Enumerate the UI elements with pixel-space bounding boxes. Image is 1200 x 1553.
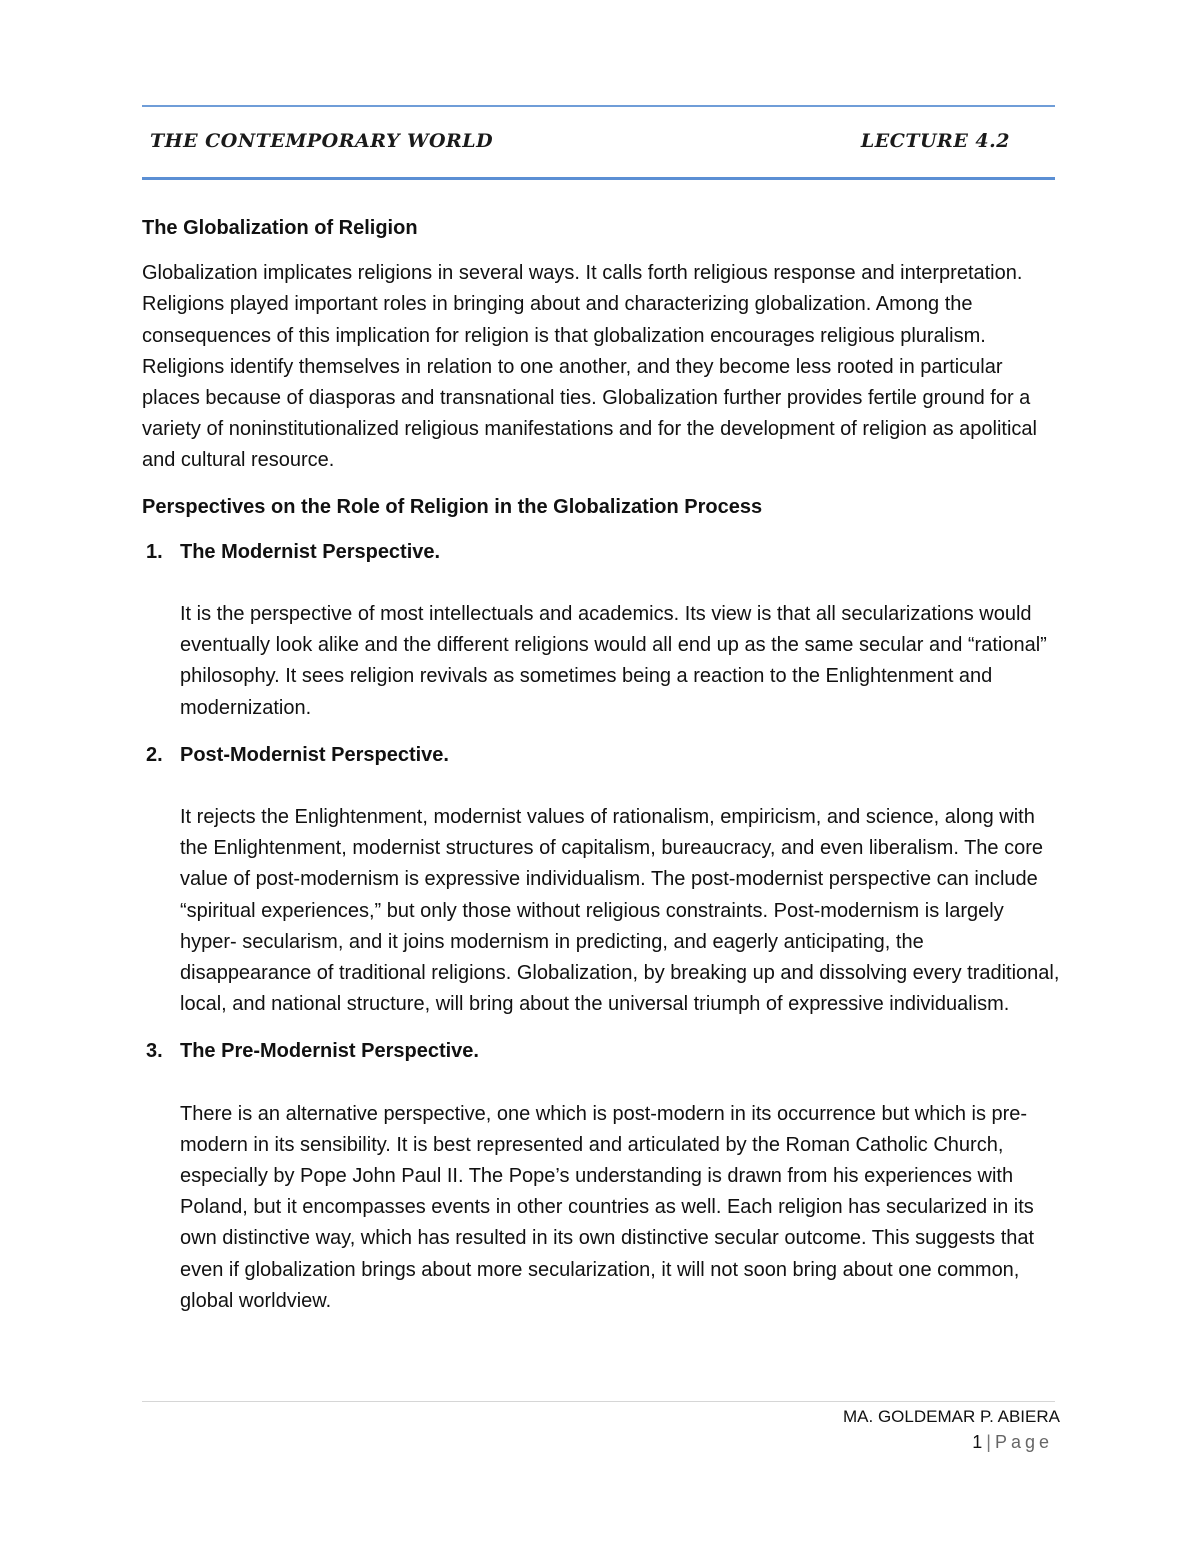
list-item-body: It rejects the Enlightenment, modernist values of rationalism, empiricism, and science, along with the Enlightenment, modernist structures of capitalism, bureaucracy, and even liberalism. The core value of post-modernism is expressive individualism. The post-modernist perspective can include “spiritual experiences,” but only those without religious constraints. Post-modernism is largely hyper- secularism, and it joins modernism in predicting, and eagerly anticipating, the disappearance of traditional religions. Globalization, by breaking up and dissolving every traditional, local, and national structure, will bring about the universal triumph of expressive individualism. xyxy=(180,806,1060,1016)
page-number: 1 xyxy=(972,1432,983,1452)
list-item-body: It is the perspective of most intellectuals and academics. Its view is that all secularizations would eventually look alike and the different religions would all end up as the same secular and “rational” philosophy. It sees religion revivals as sometimes being a reaction to the Enlightenment and modernization. xyxy=(180,603,1047,719)
page-separator: | xyxy=(986,1432,991,1452)
footer-author: MA. GOLDEMAR P. ABIERA xyxy=(843,1407,1060,1426)
perspectives-list xyxy=(142,537,1060,1317)
header-course-title: THE CONTEMPORARY WORLD xyxy=(150,130,494,152)
list-item xyxy=(142,740,1060,1021)
list-item-number: 2. xyxy=(146,743,163,766)
footer-page-indicator xyxy=(972,1432,1053,1453)
list-item-title: Post-Modernist Perspective. xyxy=(180,743,449,766)
header-lecture-number: LECTURE 4.2 xyxy=(860,130,1010,152)
page-label: Page xyxy=(994,1432,1053,1452)
section-title-globalization-of-religion: The Globalization of Religion xyxy=(142,217,418,239)
list-item-number: 1. xyxy=(146,540,163,563)
section-intro-paragraph: Globalization implicates religions in several ways. It calls forth religious response and interpretation. Religions played important roles in bringing about and characterizing globalization. Among the consequences of this implication for religion is that globalization encourages religious pluralism. Religions identify themselves in relation to one another, and they become less rooted in particular places because of diasporas and transnational ties. Globalization further provides fertile ground for a variety of noninstitutionalized religious manifestations and for the development of religion as apolitical and cultural resource. xyxy=(142,262,1037,472)
document-body xyxy=(142,213,1060,1317)
list-item-title: The Pre-Modernist Perspective. xyxy=(180,1040,479,1063)
header-bottom-rule xyxy=(142,177,1055,180)
section-title-perspectives: Perspectives on the Role of Religion in the Globalization Process xyxy=(142,495,763,518)
list-item-title: The Modernist Perspective. xyxy=(180,540,441,563)
list-item-number: 3. xyxy=(146,1040,163,1063)
list-item xyxy=(142,537,1060,724)
list-item-body: There is an alternative perspective, one which is post-modern in its occurrence but which is pre-modern in its sensibility. It is best represented and articulated by the Roman Catholic Church, especially by Pope John Paul II. The Pope’s understanding is drawn from his experiences with Poland, but it encompasses events in other countries as well. Each religion has secularized in its own distinctive way, which has resulted in its own distinctive secular outcome. This suggests that even if globalization brings about more secularization, it will not soon bring about one common, global worldview. xyxy=(180,1102,1035,1312)
list-item xyxy=(142,1036,1060,1317)
header-top-rule xyxy=(142,105,1055,107)
footer-rule xyxy=(142,1401,1055,1402)
